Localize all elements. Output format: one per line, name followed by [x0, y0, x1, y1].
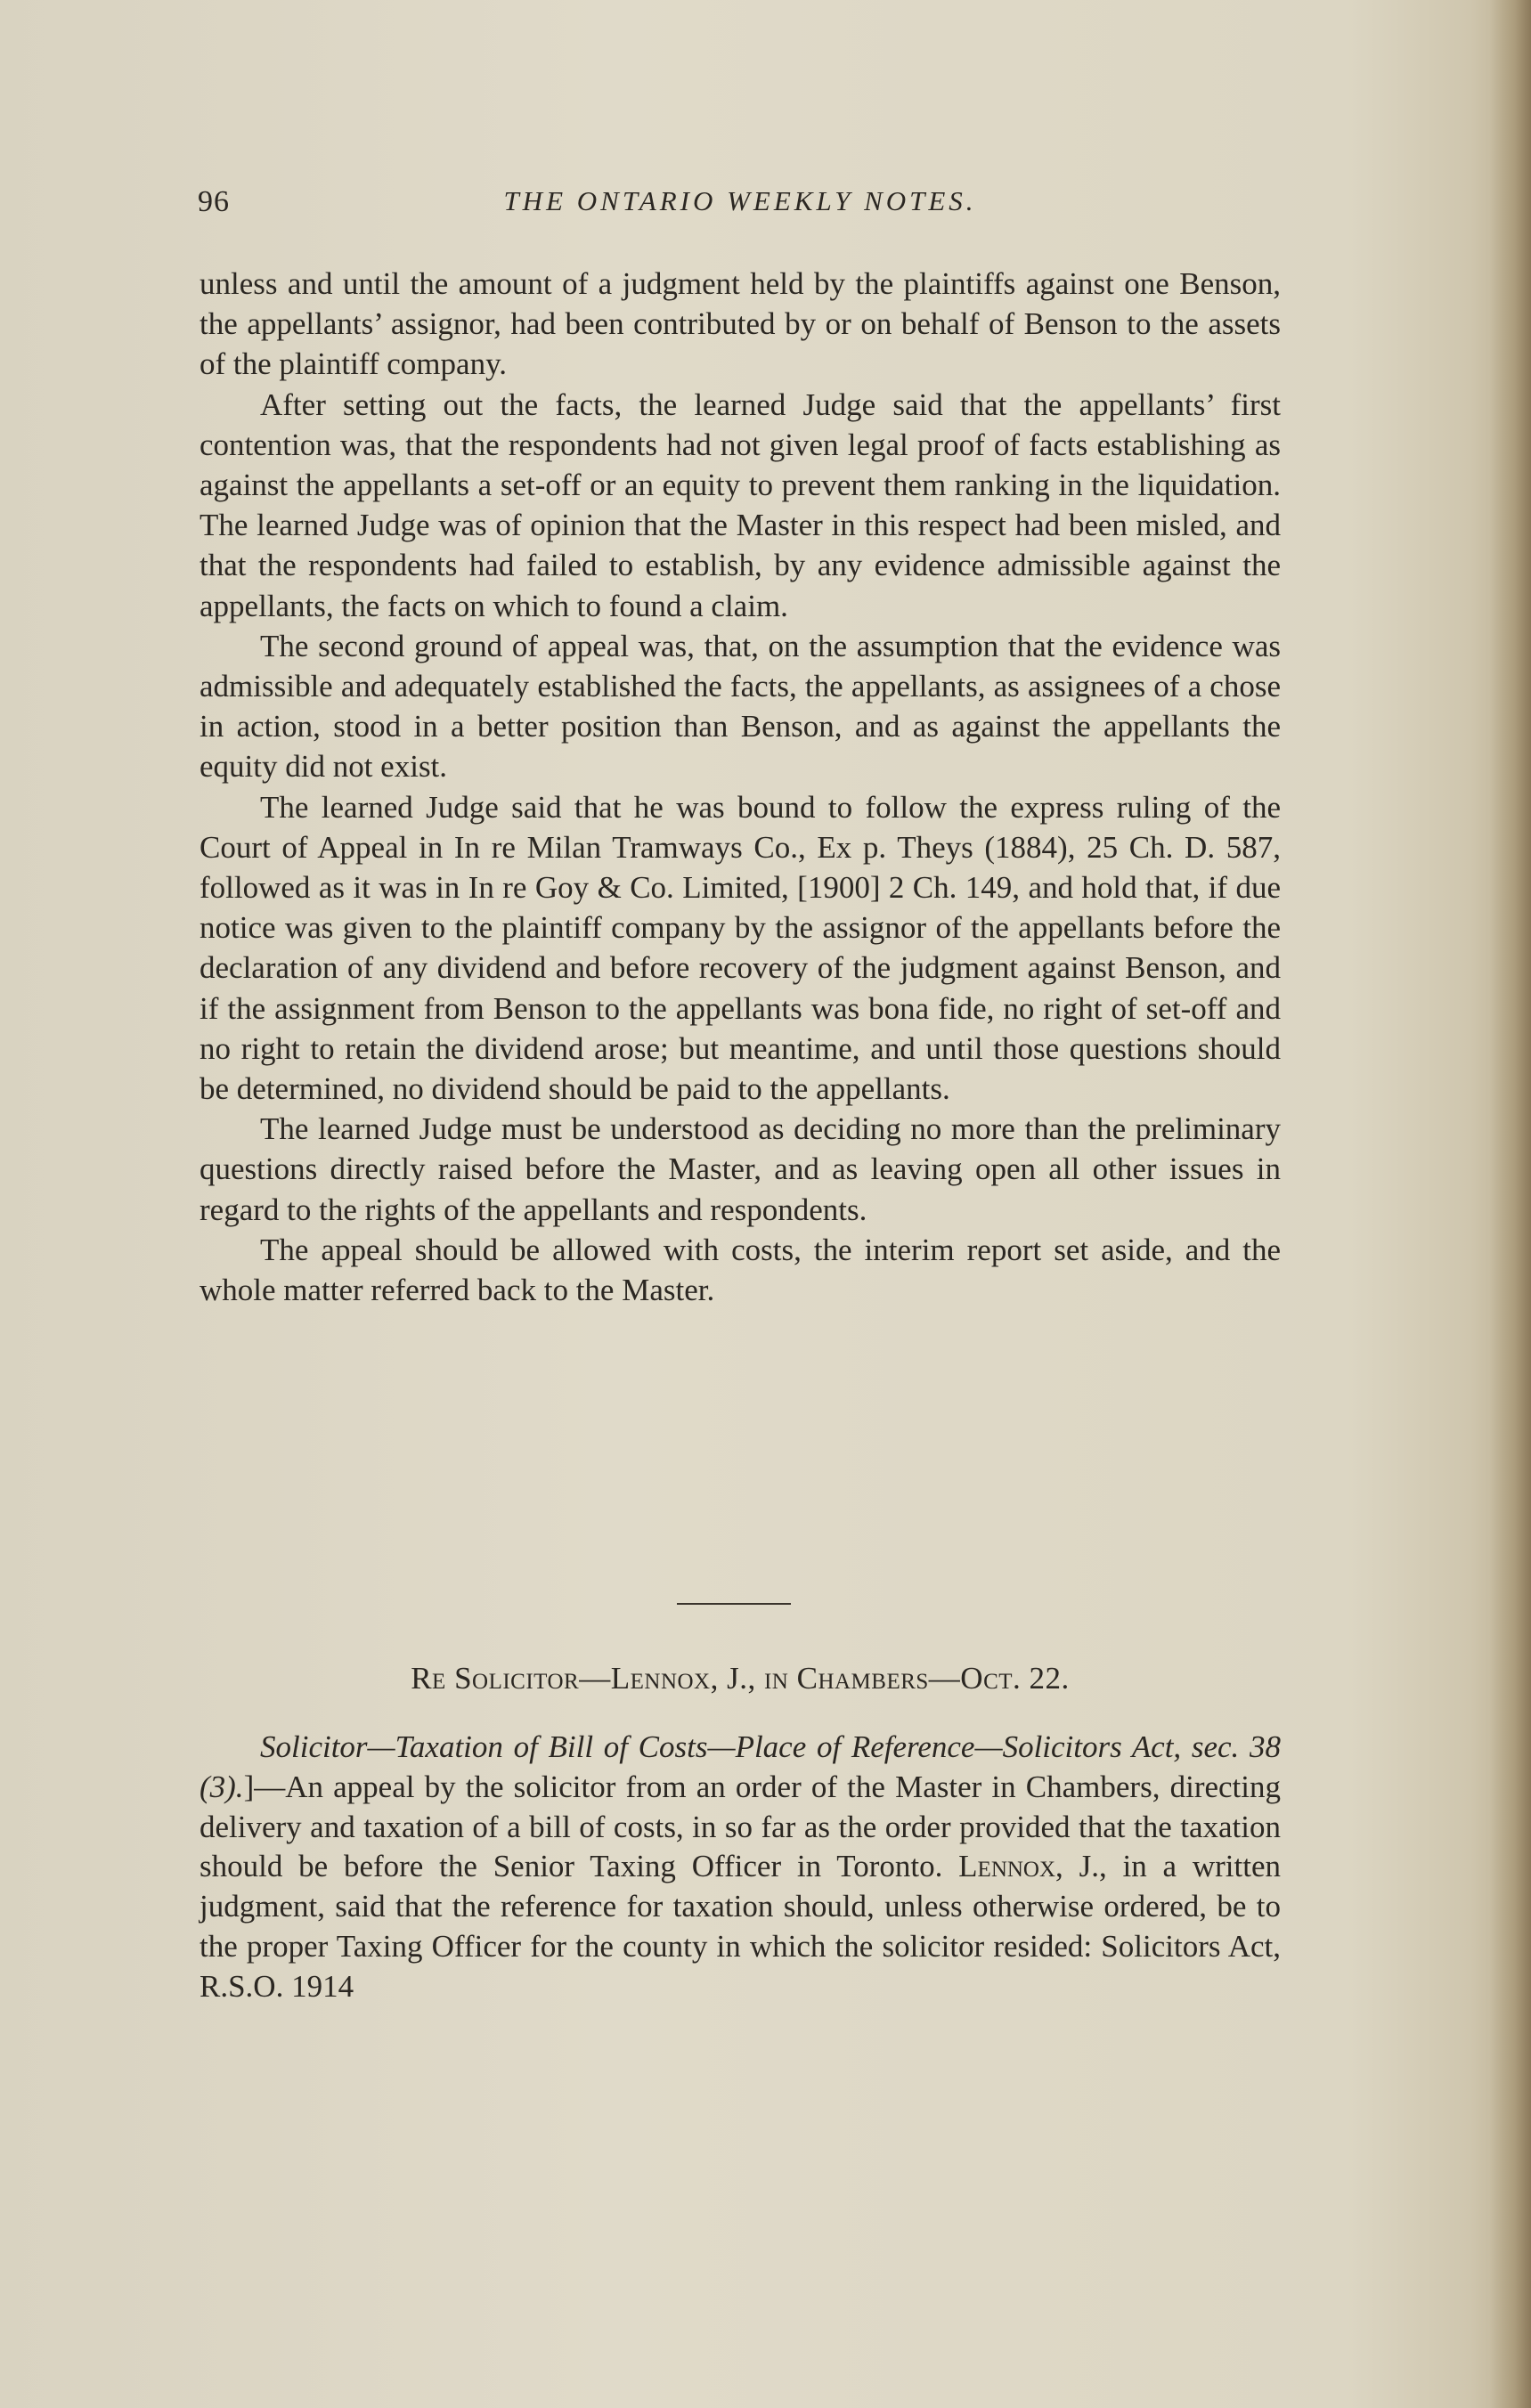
paragraph-2: After setting out the facts, the learned Judge said that the appellants’ first contention was, that the respondents had not given legal proof of facts establishing as against the appellants a set-off or an equity to prevent them ranking in the liquidation. The learned Judge was of opinion that the Master in this respect had been misled, and that the respondents had failed to establish, by any evidence admissible against the appellants, the facts on which to found a claim. — [200, 386, 1281, 623]
case-headnote — [200, 1728, 1281, 2007]
page-header — [198, 185, 1283, 230]
case-catchwords: Solicitor—Taxation of Bill of Costs—Place of Reference—Solicitors Act, sec. 38 (3). — [200, 1729, 1281, 1804]
case-judge: Lennox, J. — [958, 1849, 1099, 1884]
section-divider — [677, 1603, 791, 1605]
paragraph-4: The learned Judge said that he was bound to follow the express ruling of the Court of Appeal in In re Milan Tramways Co., Ex p. Theys (1884), 25 Ch. D. 587, followed as it was in In re Goy & Co. Limited, [1900] 2 Ch. 149, and hold that, if due notice was given to the plaintiff company by the assignor of the appellants before the declaration of any dividend and before recovery of the judgment against Benson, and if the assignment from Benson to the appellants was bona fide, no right of set-off and no right to retain the dividend arose; but meantime, and until those questions should be determined, no dividend should be paid to the appellants. — [200, 789, 1281, 1107]
body-text — [200, 264, 1281, 1310]
case-heading: Re Solicitor—Lennox, J., in Chambers—Oct. 22. — [411, 1661, 1070, 1696]
case-text-start: ]—An appeal by the solicitor from an order of the Master in Chambers, directing delivery and taxation of a bill of costs, in so far as the order provided that the taxation should be before the Senior Taxing Officer in Toronto. — [200, 1769, 1281, 1884]
page-number: 96 — [198, 185, 230, 218]
paragraph-3: The second ground of appeal was, that, on the assumption that the evidence was admissible and adequately established the facts, the appellants, as assignees of a chose in action, stood in a better position than Benson, and as against the appellants the equity did not exist. — [200, 628, 1281, 785]
paragraph-6: The appeal should be allowed with costs, the interim report set aside, and the whole matter referred back to the Master. — [200, 1232, 1281, 1308]
page-edge-shadow — [1490, 0, 1531, 2408]
case-text-end: , in a written judgment, said that the reference for taxation should, unless otherwise ordered, be to the proper Taxing Officer for the county in which the solicitor resided: Solicitors Act, R.S.O. 1914 — [200, 1849, 1281, 2004]
running-head: THE ONTARIO WEEKLY NOTES. — [503, 185, 977, 216]
paragraph-1: unless and until the amount of a judgment held by the plaintiffs against one Benson, the appellants’ assignor, had been contributed by or on behalf of Benson to the assets of the plaintiff company. — [200, 266, 1281, 382]
case-paragraph — [200, 1728, 1281, 2007]
paragraph-5: The learned Judge must be understood as deciding no more than the preliminary questions directly raised before the Master, and as leaving open all other issues in regard to the rights of the appellants and respondents. — [200, 1111, 1281, 1227]
